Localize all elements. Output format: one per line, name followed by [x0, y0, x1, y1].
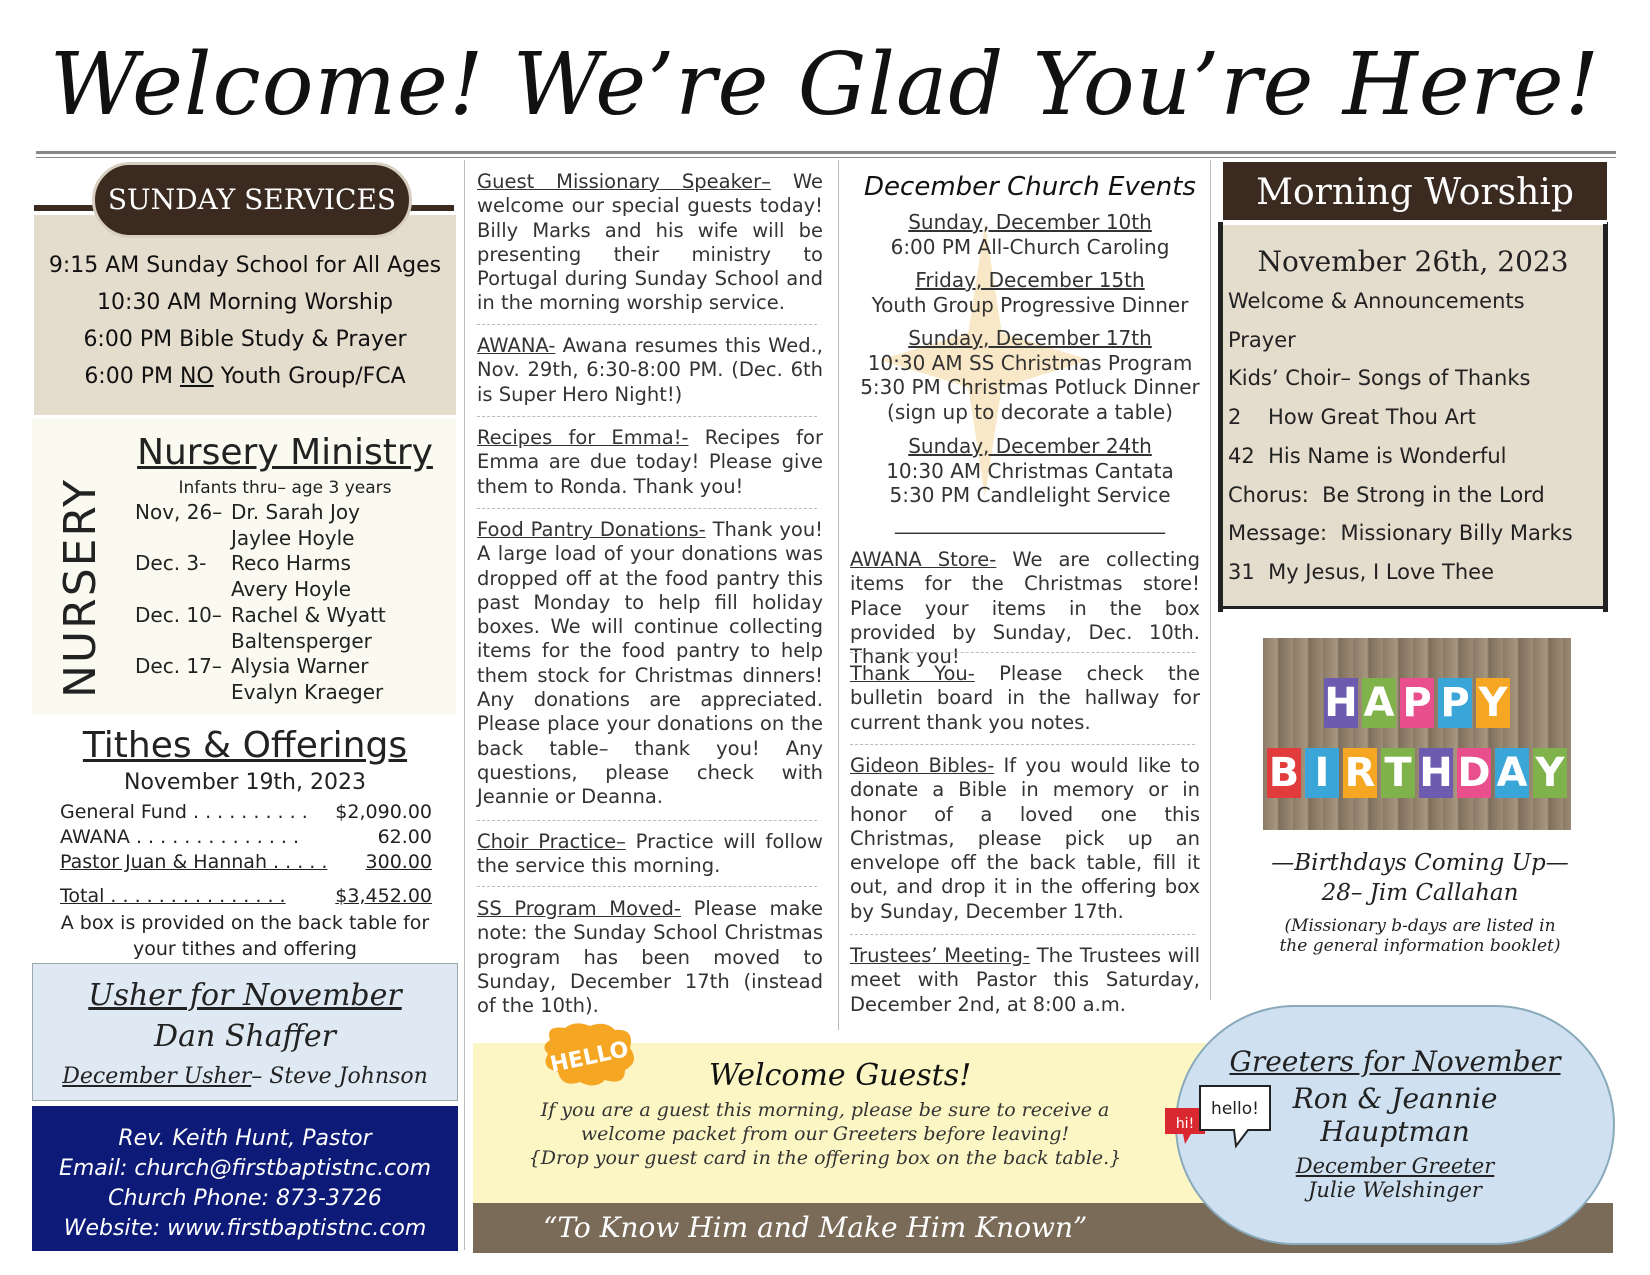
announcement: Recipes for Emma!- Recipes for Emma are due today! Please give them to Ronda. Thank you!	[477, 426, 823, 498]
worship-bracket	[1218, 222, 1223, 612]
worship-order	[1228, 282, 1608, 592]
services-label: SUNDAY SERVICES	[92, 162, 412, 238]
tithe-note: A box is provided on the back table for your tithes and offering	[60, 912, 430, 960]
birthday-word	[1263, 748, 1571, 798]
events-rule: ___________________________	[895, 510, 1165, 534]
event-group: Sunday, December 17th 10:30 AM SS Christmas Program 5:30 PM Christmas Potluck Dinner (sign up to decorate a table)	[860, 326, 1200, 424]
separator	[850, 652, 1195, 653]
nursery-schedule	[135, 500, 445, 706]
worship-item: 31 My Jesus, I Love Thee	[1228, 559, 1494, 584]
letter-tile: T	[1381, 748, 1415, 798]
announcement: Choir Practice– Practice will follow the service this morning.	[477, 830, 823, 878]
usher-name: Dan Shaffer	[154, 1019, 336, 1054]
svg-text:hello!: hello!	[1211, 1099, 1259, 1119]
header-rule	[36, 151, 1616, 154]
worship-bracket	[1218, 606, 1608, 609]
announcement: SS Program Moved- Please make note: the Sunday School Christmas program has been moved to Sunday, December 17th (instead of the 10th).	[477, 897, 824, 1018]
welcome-text: If you are a guest this morning, please be sure to receive a welcome packet from our Greeters before leaving! {Drop your guest card in the offering box on the back table.}	[528, 1099, 1122, 1169]
service-line: 6:00 PM Bible Study & Prayer	[83, 327, 407, 352]
worship-date: November 26th, 2023	[1257, 245, 1569, 278]
announcement: Gideon Bibles- If you would like to donate a Bible in memory or in honor of a loved one this Christmas, please pick up an envelope off the back table, fill it out, and drop it in the offering box by Sunday, December 17th.	[850, 754, 1200, 923]
worship-item: Message: Missionary Billy Marks	[1228, 521, 1573, 546]
church-website: Website: www.firstbaptistnc.com	[63, 1216, 427, 1241]
letter-tile: H	[1419, 750, 1453, 796]
greeters-names: Hauptman	[1320, 1115, 1470, 1148]
birthday-note: (Missionary b-days are listed in the general information booklet)	[1279, 916, 1561, 956]
service-line: 10:30 AM Morning Worship	[97, 290, 393, 315]
header-rule-thin	[36, 157, 1616, 158]
column-divider	[838, 160, 839, 1030]
event-group: Friday, December 15th Youth Group Progressive Dinner	[871, 268, 1189, 317]
greeters-title: Greeters for November	[1229, 1045, 1561, 1078]
letter-tile: A	[1496, 750, 1528, 796]
letter-tile: Y	[1533, 748, 1567, 798]
service-line: 9:15 AM Sunday School for All Ages	[48, 253, 442, 278]
worship-item: 2 How Great Thou Art	[1228, 405, 1476, 430]
speech-bubbles-icon	[1160, 1080, 1280, 1160]
nursery-subtitle: Infants thru– age 3 years	[178, 478, 392, 498]
events-title: December Church Events	[864, 172, 1196, 202]
pastor-name: Rev. Keith Hunt, Pastor	[118, 1126, 372, 1151]
letter-tile: I	[1305, 748, 1339, 798]
usher-title: Usher for November	[88, 978, 402, 1013]
letter-tile: D	[1457, 750, 1491, 796]
announcement: AWANA Store- We are collecting items for the Christmas store! Place your items in the box provided by Sunday, Dec. 10th. Thank you!	[850, 548, 1200, 669]
separator	[477, 886, 817, 887]
usher-box	[32, 963, 458, 1101]
separator	[477, 324, 817, 325]
nursery-row: Dec. 17– Alysia Warner	[135, 654, 369, 679]
nursery-vertical-label: NURSERY	[55, 477, 106, 698]
church-phone: Church Phone: 873-3726	[108, 1186, 382, 1211]
tithes-date: November 19th, 2023	[124, 770, 366, 795]
worship-header: Morning Worship	[1223, 162, 1607, 224]
nursery-row: Jaylee Hoyle	[231, 525, 355, 550]
letter-tile: R	[1344, 750, 1376, 796]
announcement: Food Pantry Donations- Thank you! A large load of your donations was dropped off at the food pantry this past Monday to help fill holiday boxes. We will continue collecting items for the food pantry to help them stock for Christmas dinners! Any donations are appreciated. Please place your donations on the back table– thank you! Any questions, please check with Jeannie or Deanna.	[477, 518, 823, 809]
next-greeter-name: Julie Welshinger	[1308, 1178, 1482, 1202]
happy-word	[1263, 678, 1571, 728]
services-box	[34, 215, 456, 415]
separator	[477, 508, 817, 509]
next-greeter-label: December Greeter	[1295, 1154, 1495, 1178]
separator	[850, 744, 1195, 745]
worship-item: Kids’ Choir– Songs of Thanks	[1228, 366, 1531, 391]
worship-item: Chorus: Be Strong in the Lord	[1228, 482, 1545, 507]
contact-box	[32, 1106, 458, 1251]
service-line: 6:00 PM NO Youth Group/FCA	[84, 364, 406, 389]
letter-tile: P	[1438, 678, 1472, 728]
separator	[477, 416, 817, 417]
worship-item: 42 His Name is Wonderful	[1228, 443, 1507, 468]
letter-tile: Y	[1476, 678, 1510, 728]
page-title: Welcome! We’re Glad You’re Here!	[49, 35, 1601, 135]
church-email: Email: church@firstbaptistnc.com	[58, 1156, 432, 1181]
column-divider	[1210, 160, 1211, 1000]
nursery-row: Avery Hoyle	[231, 577, 352, 602]
nursery-row: Nov, 26– Dr. Sarah Joy	[135, 500, 360, 524]
separator	[850, 934, 1195, 935]
welcome-title: Welcome Guests!	[708, 1058, 972, 1093]
worship-item: Welcome & Announcements	[1228, 289, 1525, 313]
svg-text:HELLO: HELLO	[548, 1037, 631, 1079]
svg-text:hi!: hi!	[1175, 1116, 1195, 1132]
letter-tile: A	[1363, 680, 1395, 726]
birthdays-block	[1250, 850, 1590, 956]
tithes-title: Tithes & Offerings	[82, 725, 408, 766]
birthdays-heading: —Birthdays Coming Up—	[1271, 850, 1569, 876]
announcement: AWANA- Awana resumes this Wed., Nov. 29th, 6:30-8:00 PM. (Dec. 6th is Super Hero Night!)	[477, 334, 823, 406]
separator	[477, 820, 817, 821]
letter-tile: P	[1400, 678, 1434, 728]
motto-bar: “To Know Him and Make Him Known”	[473, 1203, 1613, 1253]
letter-tile: B	[1268, 750, 1300, 796]
birthday-entry: 28– Jim Callahan	[1321, 880, 1519, 906]
nursery-row: Baltensperger	[231, 628, 372, 653]
letter-tile: H	[1324, 680, 1358, 726]
happy-birthday-image	[1263, 638, 1571, 830]
nursery-row: Dec. 10– Rachel & Wyatt	[135, 602, 386, 627]
tithe-row: General Fund . . . . . . . . . . $2,090.00	[60, 801, 432, 823]
nursery-row: Dec. 3- Reco Harms	[135, 551, 351, 576]
event-group: Sunday, December 24th 10:30 AM Christmas Cantata 5:30 PM Candlelight Service	[886, 434, 1174, 507]
tithe-row: Pastor Juan & Hannah . . . . . 300.00	[60, 851, 432, 873]
announcement: Guest Missionary Speaker– We welcome our special guests today! Billy Marks and his wife will be presenting their ministry to Portugal during Sunday School and in the morning worship service.	[477, 170, 823, 315]
announcement: Trustees’ Meeting- The Trustees will meet with Pastor this Saturday, December 2nd, at 8:00 a.m.	[850, 944, 1200, 1016]
column-divider	[464, 160, 465, 1250]
tithe-total-row: Total . . . . . . . . . . . . . . . $3,452.00	[60, 885, 432, 907]
greeters-names: Ron & Jeannie	[1292, 1082, 1498, 1115]
announcement: Thank You- Please check the bulletin board in the hallway for current thank you notes.	[850, 662, 1200, 734]
next-usher: December Usher– Steve Johnson	[62, 1064, 428, 1089]
nursery-title: Nursery Ministry	[137, 432, 433, 473]
worship-item: Prayer	[1228, 327, 1296, 352]
nursery-row: Evalyn Kraeger	[231, 679, 384, 704]
event-group: Sunday, December 10th 6:00 PM All-Church Caroling	[890, 210, 1170, 259]
tithe-row: AWANA . . . . . . . . . . . . . . 62.00	[60, 826, 432, 848]
